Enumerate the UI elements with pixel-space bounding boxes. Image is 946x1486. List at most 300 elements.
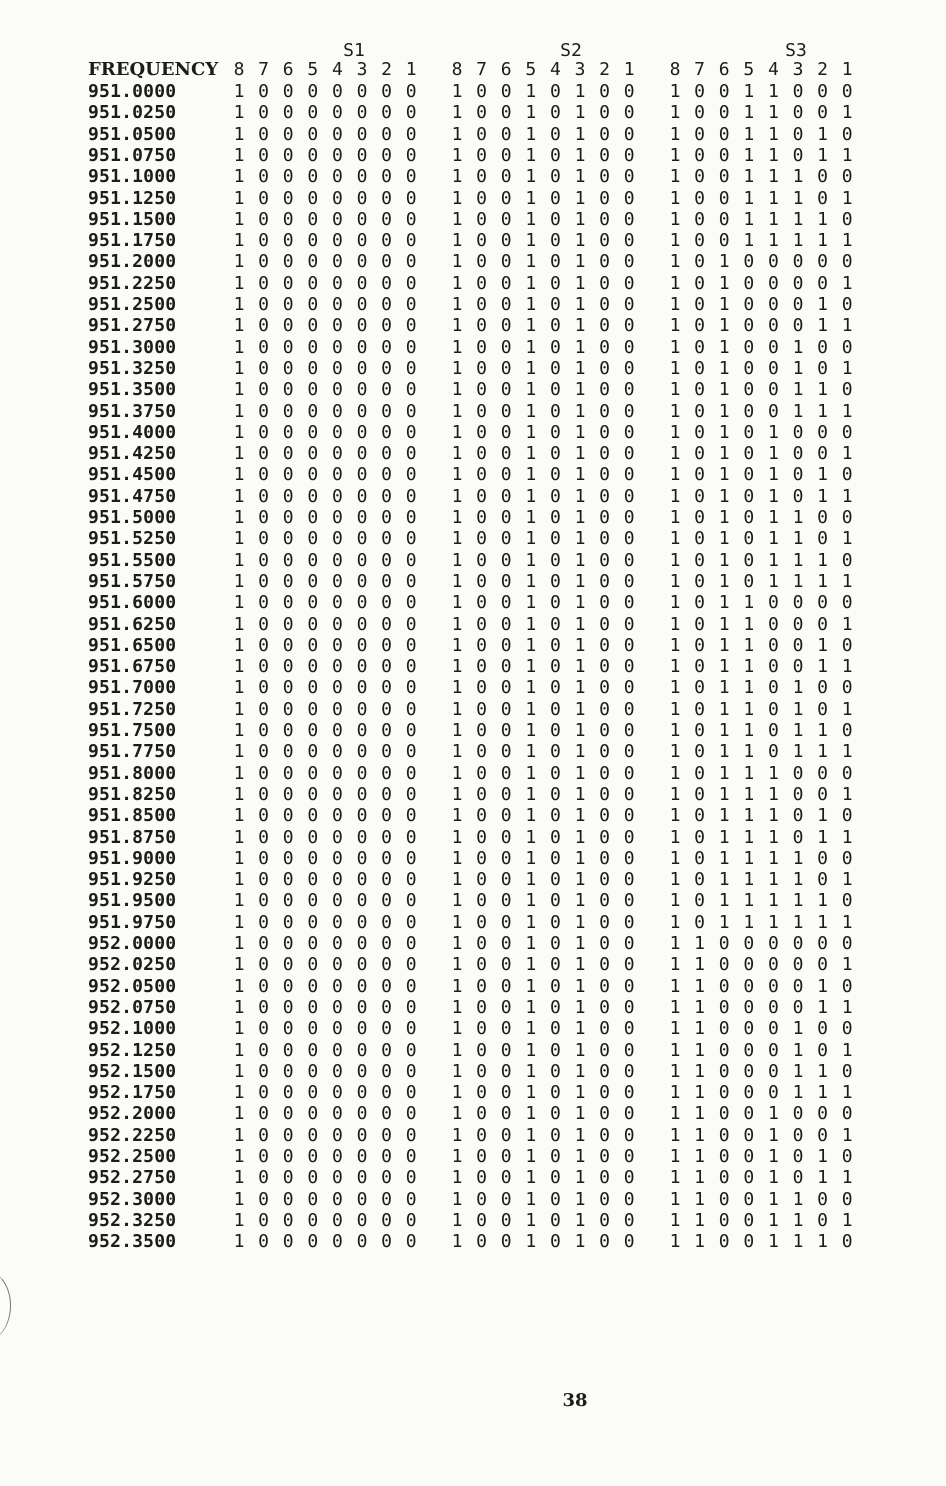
frequency-cell: 951.1250 [88,187,177,209]
bit-cell-s3: 1 [743,166,755,188]
bit-cell-s2: 1 [574,1231,586,1253]
bit-cell-s3: 0 [792,1103,804,1125]
frequency-cell: 951.8250 [88,783,177,805]
bit-cell-s3: 1 [767,230,779,252]
bit-cell-s2: 1 [525,294,537,315]
bit-cell-s3: 0 [792,783,804,805]
bit-cell-s3: 1 [669,570,681,592]
bit-cell-s2: 1 [574,251,586,273]
bit-cell-s2: 0 [500,805,512,827]
bit-cell-s3: 1 [767,123,779,145]
bit-cell-s3: 1 [792,720,804,741]
bit-cell-s3: 0 [743,272,755,294]
bit-cell-s3: 0 [817,954,829,976]
bit-cell-s3: 1 [743,741,755,763]
bit-cell-s3: 0 [792,102,804,124]
bit-cell-s3: 0 [743,485,755,507]
bit-cell-s3: 1 [743,890,755,912]
bit-cell-s3: 1 [669,890,681,912]
bit-cell-s2: 1 [525,1060,537,1082]
bit-cell-s3: 0 [841,677,853,699]
bit-cell-s1: 0 [331,1103,343,1125]
bit-cell-s3: 1 [743,230,755,252]
bit-cell-s2: 1 [451,81,463,102]
bit-cell-s1: 0 [307,741,319,763]
bit-cell-s2: 0 [599,869,611,891]
bit-cell-s2: 1 [451,996,463,1018]
bit-cell-s1: 0 [307,826,319,848]
bit-cell-s1: 0 [331,272,343,294]
frequency-cell: 951.9250 [88,869,177,891]
bit-cell-s2: 1 [574,698,586,720]
bit-cell-s2: 1 [525,954,537,976]
frequency-cell: 952.2250 [88,1124,177,1146]
bit-cell-s1: 0 [405,1167,417,1189]
bit-cell-s3: 1 [841,272,853,294]
frequency-header: FREQUENCY [88,59,219,80]
bit-cell-s1: 0 [405,613,417,635]
frequency-cell: 951.4250 [88,443,177,465]
bit-cell-s2: 0 [476,656,488,678]
bit-cell-s2: 0 [549,357,561,379]
bit-cell-s1: 0 [307,1082,319,1104]
bit-cell-s2: 0 [623,272,635,294]
bit-cell-s3: 0 [817,869,829,891]
bit-cell-s1: 0 [405,1039,417,1061]
bit-cell-s2: 0 [599,1167,611,1189]
table-row [0,677,946,698]
bit-cell-s1: 0 [381,954,393,976]
bit-cell-s3: 1 [817,1060,829,1082]
bit-cell-s2: 1 [451,869,463,891]
bit-cell-s1: 1 [233,230,245,252]
bit-cell-s2: 0 [549,230,561,252]
bit-cell-s3: 1 [817,1146,829,1167]
bit-cell-s1: 0 [405,379,417,401]
bit-cell-s1: 0 [331,166,343,188]
bit-cell-s1: 0 [356,826,368,848]
bit-cell-s1: 0 [381,741,393,763]
bit-cell-s3: 1 [767,1167,779,1189]
bit-cell-s3: 1 [841,400,853,422]
bit-cell-s1: 0 [282,911,294,933]
frequency-cell: 951.0000 [88,81,177,102]
bit-cell-s3: 1 [743,81,755,102]
bit-header-s2-4: 4 [549,59,561,80]
bit-cell-s1: 0 [356,741,368,763]
bit-cell-s3: 0 [743,1167,755,1189]
bit-cell-s2: 1 [574,826,586,848]
bit-cell-s3: 1 [817,485,829,507]
bit-cell-s1: 0 [381,847,393,869]
bit-cell-s2: 1 [574,996,586,1018]
bit-cell-s2: 0 [500,1124,512,1146]
bit-cell-s1: 0 [356,443,368,465]
bit-cell-s2: 1 [574,1060,586,1082]
bit-cell-s1: 0 [356,421,368,443]
bit-cell-s1: 0 [381,1103,393,1125]
bit-cell-s2: 0 [476,1209,488,1231]
bit-header-s3-2: 2 [817,59,829,80]
bit-cell-s3: 0 [792,805,804,827]
bit-cell-s3: 0 [767,613,779,635]
bit-cell-s3: 0 [817,783,829,805]
bit-cell-s3: 1 [669,613,681,635]
bit-cell-s1: 0 [356,634,368,656]
bit-cell-s3: 1 [817,741,829,763]
bit-cell-s2: 0 [599,1124,611,1146]
bit-cell-s3: 1 [669,549,681,571]
bit-cell-s1: 0 [356,81,368,102]
bit-cell-s2: 0 [599,570,611,592]
bit-cell-s3: 0 [767,357,779,379]
bit-cell-s1: 0 [381,869,393,891]
bit-cell-s2: 0 [549,1039,561,1061]
bit-cell-s2: 1 [574,720,586,741]
bit-cell-s1: 1 [233,656,245,678]
bit-cell-s1: 0 [331,123,343,145]
bit-cell-s3: 0 [767,1018,779,1040]
bit-cell-s1: 0 [282,698,294,720]
bit-cell-s3: 0 [718,1060,730,1082]
bit-cell-s2: 0 [599,1082,611,1104]
bit-cell-s1: 0 [258,1039,270,1061]
bit-cell-s2: 0 [623,549,635,571]
bit-cell-s1: 0 [282,634,294,656]
bit-cell-s3: 0 [743,1209,755,1231]
table-row [0,251,946,272]
bit-cell-s3: 0 [718,230,730,252]
bit-cell-s2: 1 [574,507,586,528]
bit-cell-s3: 1 [767,1209,779,1231]
bit-cell-s3: 1 [841,1209,853,1231]
bit-cell-s2: 0 [623,1082,635,1104]
bit-cell-s1: 0 [381,123,393,145]
bit-cell-s3: 0 [694,230,706,252]
bit-cell-s1: 0 [381,507,393,528]
bit-cell-s1: 0 [405,1082,417,1104]
bit-cell-s2: 0 [476,421,488,443]
bit-cell-s1: 1 [233,1039,245,1061]
bit-cell-s1: 0 [381,144,393,166]
bit-cell-s3: 0 [743,570,755,592]
bit-header-s3-1: 1 [841,59,853,80]
bit-cell-s2: 1 [525,933,537,954]
bit-cell-s1: 0 [282,379,294,401]
bit-cell-s2: 0 [599,741,611,763]
table-row [0,635,946,656]
bit-cell-s1: 0 [258,975,270,997]
bit-cell-s3: 1 [792,208,804,230]
bit-cell-s2: 1 [525,975,537,997]
bit-cell-s2: 0 [623,720,635,741]
bit-cell-s3: 0 [792,592,804,614]
bit-cell-s2: 1 [451,1124,463,1146]
bit-cell-s1: 0 [356,890,368,912]
bit-cell-s2: 1 [451,911,463,933]
bit-cell-s2: 0 [476,847,488,869]
bit-cell-s1: 0 [405,890,417,912]
bit-cell-s3: 0 [841,251,853,273]
bit-cell-s3: 1 [792,1039,804,1061]
bit-cell-s3: 1 [694,1060,706,1082]
bit-cell-s3: 0 [817,1018,829,1040]
bit-cell-s1: 0 [405,144,417,166]
bit-cell-s2: 0 [549,1167,561,1189]
bit-cell-s1: 0 [331,613,343,635]
bit-cell-s3: 0 [817,1103,829,1125]
bit-cell-s2: 0 [500,762,512,784]
bit-cell-s1: 0 [381,826,393,848]
bit-cell-s1: 0 [381,102,393,124]
bit-cell-s2: 1 [451,570,463,592]
bit-cell-s3: 1 [817,975,829,997]
bit-cell-s1: 0 [307,996,319,1018]
bit-cell-s1: 0 [258,741,270,763]
bit-cell-s1: 0 [258,400,270,422]
bit-cell-s2: 1 [451,826,463,848]
bit-cell-s2: 1 [525,847,537,869]
bit-cell-s1: 0 [331,698,343,720]
bit-cell-s2: 0 [549,698,561,720]
bit-cell-s1: 0 [258,1060,270,1082]
bit-cell-s1: 0 [381,592,393,614]
bit-cell-s3: 1 [669,507,681,528]
bit-cell-s2: 0 [500,443,512,465]
bit-cell-s2: 0 [500,954,512,976]
table-row [0,1082,946,1103]
bit-cell-s1: 0 [282,677,294,699]
bit-cell-s3: 1 [669,1209,681,1231]
bit-cell-s1: 0 [356,762,368,784]
bit-cell-s3: 1 [718,911,730,933]
bit-cell-s2: 0 [623,741,635,763]
bit-cell-s3: 1 [669,400,681,422]
bit-cell-s3: 1 [792,166,804,188]
bit-cell-s3: 0 [841,762,853,784]
bit-cell-s1: 0 [258,805,270,827]
bit-cell-s2: 0 [623,230,635,252]
table-row [0,763,946,784]
bit-cell-s2: 0 [599,187,611,209]
bit-cell-s2: 0 [500,166,512,188]
bit-cell-s1: 0 [356,272,368,294]
bit-cell-s3: 0 [743,507,755,528]
bit-cell-s1: 0 [331,485,343,507]
bit-cell-s1: 0 [258,1209,270,1231]
bit-cell-s1: 1 [233,144,245,166]
bit-cell-s2: 1 [451,890,463,912]
bit-cell-s3: 0 [792,1167,804,1189]
bit-cell-s1: 0 [307,1018,319,1040]
frequency-cell: 952.1250 [88,1039,177,1061]
bit-cell-s1: 0 [356,698,368,720]
bit-cell-s3: 0 [694,187,706,209]
bit-cell-s2: 0 [599,549,611,571]
bit-cell-s1: 0 [282,208,294,230]
bit-cell-s2: 1 [451,805,463,827]
bit-cell-s3: 0 [817,336,829,358]
bit-cell-s1: 0 [381,443,393,465]
bit-cell-s1: 0 [381,1231,393,1253]
bit-cell-s1: 0 [405,294,417,315]
bit-cell-s2: 0 [549,81,561,102]
bit-cell-s1: 0 [331,1018,343,1040]
bit-cell-s3: 0 [792,294,804,315]
bit-cell-s1: 0 [258,1082,270,1104]
bit-cell-s2: 0 [500,421,512,443]
bit-cell-s1: 0 [282,592,294,614]
bit-cell-s3: 1 [669,251,681,273]
table-row [0,315,946,336]
bit-cell-s2: 0 [549,528,561,550]
bit-cell-s3: 1 [841,996,853,1018]
frequency-cell: 952.3500 [88,1231,177,1253]
bit-cell-s1: 0 [282,570,294,592]
bit-cell-s1: 0 [356,656,368,678]
bit-cell-s3: 1 [767,166,779,188]
table-row [0,273,946,294]
bit-cell-s2: 1 [574,1103,586,1125]
bit-cell-s3: 1 [767,81,779,102]
bit-cell-s1: 1 [233,698,245,720]
bit-cell-s2: 0 [500,741,512,763]
bit-cell-s2: 1 [525,485,537,507]
bit-cell-s1: 0 [307,1167,319,1189]
bit-cell-s3: 0 [743,549,755,571]
bit-cell-s3: 0 [767,1082,779,1104]
bit-cell-s3: 0 [767,272,779,294]
bit-cell-s3: 0 [718,166,730,188]
bit-cell-s2: 0 [500,592,512,614]
bit-cell-s2: 1 [525,208,537,230]
bit-cell-s2: 0 [476,783,488,805]
table-row [0,848,946,869]
bit-cell-s1: 0 [258,272,270,294]
bit-cell-s1: 0 [381,975,393,997]
table-row [0,102,946,123]
bit-cell-s1: 0 [331,805,343,827]
bit-cell-s3: 0 [743,1018,755,1040]
bit-cell-s2: 0 [500,677,512,699]
bit-cell-s1: 0 [282,613,294,635]
bit-cell-s1: 0 [356,1167,368,1189]
bit-cell-s2: 0 [599,443,611,465]
bit-cell-s2: 0 [549,336,561,358]
bit-cell-s2: 0 [476,613,488,635]
bit-cell-s2: 1 [451,464,463,486]
bit-cell-s2: 0 [623,1124,635,1146]
bit-cell-s3: 0 [767,933,779,954]
bit-cell-s3: 1 [767,1103,779,1125]
bit-cell-s2: 0 [500,1103,512,1125]
bit-cell-s1: 0 [282,954,294,976]
bit-cell-s2: 1 [451,528,463,550]
bit-cell-s2: 0 [476,187,488,209]
bit-cell-s3: 0 [767,336,779,358]
bit-cell-s3: 0 [792,272,804,294]
bit-cell-s2: 1 [451,315,463,337]
bit-cell-s3: 1 [718,634,730,656]
bit-cell-s3: 1 [817,1231,829,1253]
bit-cell-s1: 0 [258,81,270,102]
bit-cell-s3: 1 [817,400,829,422]
bit-cell-s1: 0 [282,315,294,337]
bit-cell-s1: 0 [331,336,343,358]
bit-cell-s3: 0 [841,847,853,869]
bit-cell-s1: 0 [356,933,368,954]
bit-cell-s3: 1 [669,698,681,720]
table-row [0,1189,946,1210]
bit-cell-s1: 0 [331,208,343,230]
bit-cell-s3: 1 [841,698,853,720]
bit-cell-s2: 0 [623,826,635,848]
bit-cell-s3: 1 [792,847,804,869]
bit-cell-s3: 1 [817,294,829,315]
bit-cell-s1: 0 [307,847,319,869]
bit-cell-s3: 1 [718,421,730,443]
bit-cell-s3: 1 [817,570,829,592]
bit-cell-s1: 0 [356,869,368,891]
bit-cell-s1: 0 [331,549,343,571]
bit-cell-s3: 0 [767,954,779,976]
bit-cell-s2: 0 [476,570,488,592]
bit-cell-s2: 0 [549,656,561,678]
table-row [0,997,946,1018]
bit-cell-s1: 0 [307,400,319,422]
bit-cell-s1: 0 [282,549,294,571]
frequency-cell: 951.7250 [88,698,177,720]
bit-cell-s2: 1 [574,485,586,507]
bit-cell-s2: 0 [500,230,512,252]
table-row [0,912,946,933]
bit-cell-s2: 1 [451,379,463,401]
group-label-s3: S3 [785,40,807,61]
bit-cell-s1: 0 [258,613,270,635]
bit-cell-s2: 0 [623,698,635,720]
bit-cell-s2: 0 [500,315,512,337]
frequency-cell: 951.4000 [88,421,177,443]
table-row [0,443,946,464]
bit-cell-s3: 0 [767,698,779,720]
bit-cell-s3: 0 [817,613,829,635]
bit-cell-s3: 0 [694,549,706,571]
bit-cell-s2: 0 [599,1103,611,1125]
bit-cell-s3: 0 [694,421,706,443]
bit-cell-s3: 1 [767,911,779,933]
table-row [0,507,946,528]
bit-cell-s2: 0 [623,656,635,678]
bit-header-s3-7: 7 [694,59,706,80]
bit-cell-s2: 0 [599,805,611,827]
frequency-cell: 952.3250 [88,1209,177,1231]
bit-cell-s2: 0 [599,230,611,252]
bit-cell-s3: 1 [767,549,779,571]
bit-cell-s1: 0 [282,336,294,358]
bit-cell-s3: 1 [718,592,730,614]
bit-cell-s1: 0 [381,911,393,933]
bit-cell-s1: 0 [381,805,393,827]
bit-cell-s1: 0 [282,166,294,188]
bit-cell-s1: 1 [233,400,245,422]
bit-cell-s3: 0 [694,123,706,145]
bit-cell-s2: 0 [500,1167,512,1189]
bit-cell-s3: 1 [669,1039,681,1061]
bit-cell-s1: 0 [282,1082,294,1104]
bit-cell-s1: 0 [405,762,417,784]
bit-cell-s2: 0 [476,720,488,741]
bit-cell-s2: 1 [451,698,463,720]
